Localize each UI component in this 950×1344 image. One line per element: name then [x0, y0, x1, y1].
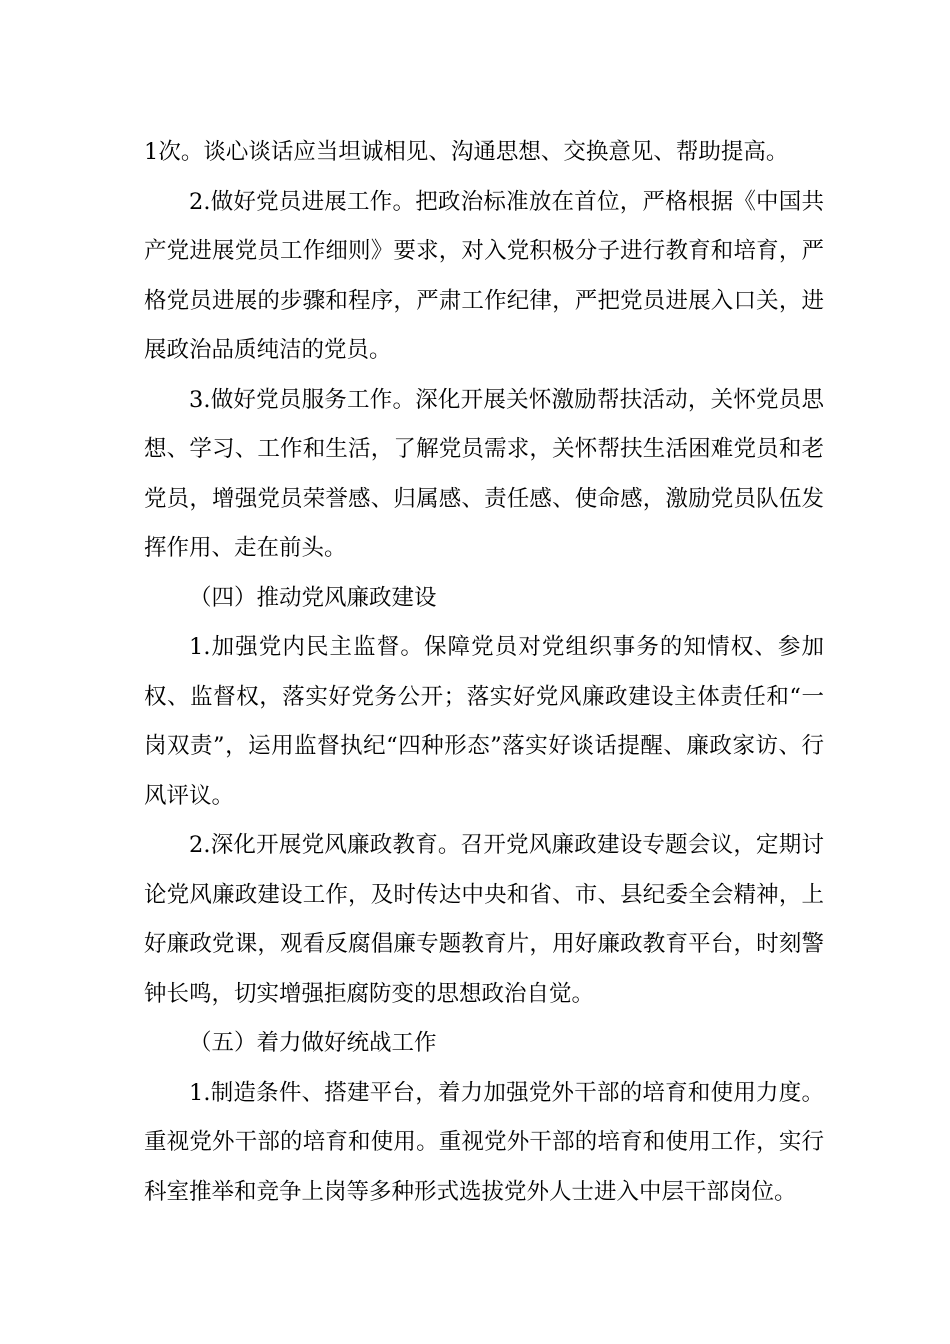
- paragraph-member-development: 2.做好党员进展工作。把政治标准放在首位，严格根据《中国共产党进展党员工作细则》要求，对入党积极分子进行教育和培育，严格党员进展的步骤和程序，严肃工作纪律，严把党员进展入口关，进展政治品质纯洁的党员。: [144, 188, 824, 363]
- paragraph-talk-conclusion: 1次。谈心谈话应当坦诚相见、沟通思想、交换意见、帮助提高。: [144, 139, 789, 165]
- section-heading-united-front: （五）着力做好统战工作: [189, 1030, 437, 1056]
- document-body: [144, 128, 824, 1217]
- paragraph-non-party-cadres: 1.制造条件、搭建平台，着力加强党外干部的培育和使用力度。重视党外干部的培育和使用。重视党外干部的培育和使用工作，实行科室推举和竞争上岗等多种形式选拔党外人士进入中层干部岗位。: [144, 1079, 824, 1205]
- paragraph-integrity-education: 2.深化开展党风廉政教育。召开党风廉政建设专题会议，定期讨论党风廉政建设工作，及时传达中央和省、市、县纪委全会精神，上好廉政党课，观看反腐倡廉专题教育片，用好廉政教育平台，时刻警钟长鸣，切实增强拒腐防变的思想政治自觉。: [144, 832, 824, 1007]
- section-heading-integrity: （四）推动党风廉政建设: [189, 584, 437, 611]
- paragraph-member-service: 3.做好党员服务工作。深化开展关怀激励帮扶活动，关怀党员思想、学习、工作和生活，了解党员需求，关怀帮扶生活困难党员和老党员，增强党员荣誉感、归属感、责任感、使命感，激励党员队伍发挥作用、走在前头。: [144, 386, 824, 561]
- paragraph-democratic-supervision: 1.加强党内民主监督。保障党员对党组织事务的知情权、参加权、监督权，落实好党务公开；落实好党风廉政建设主体责任和“一岗双责”，运用监督执纪“四种形态”落实好谈话提醒、廉政家访、行风评议。: [144, 634, 824, 809]
